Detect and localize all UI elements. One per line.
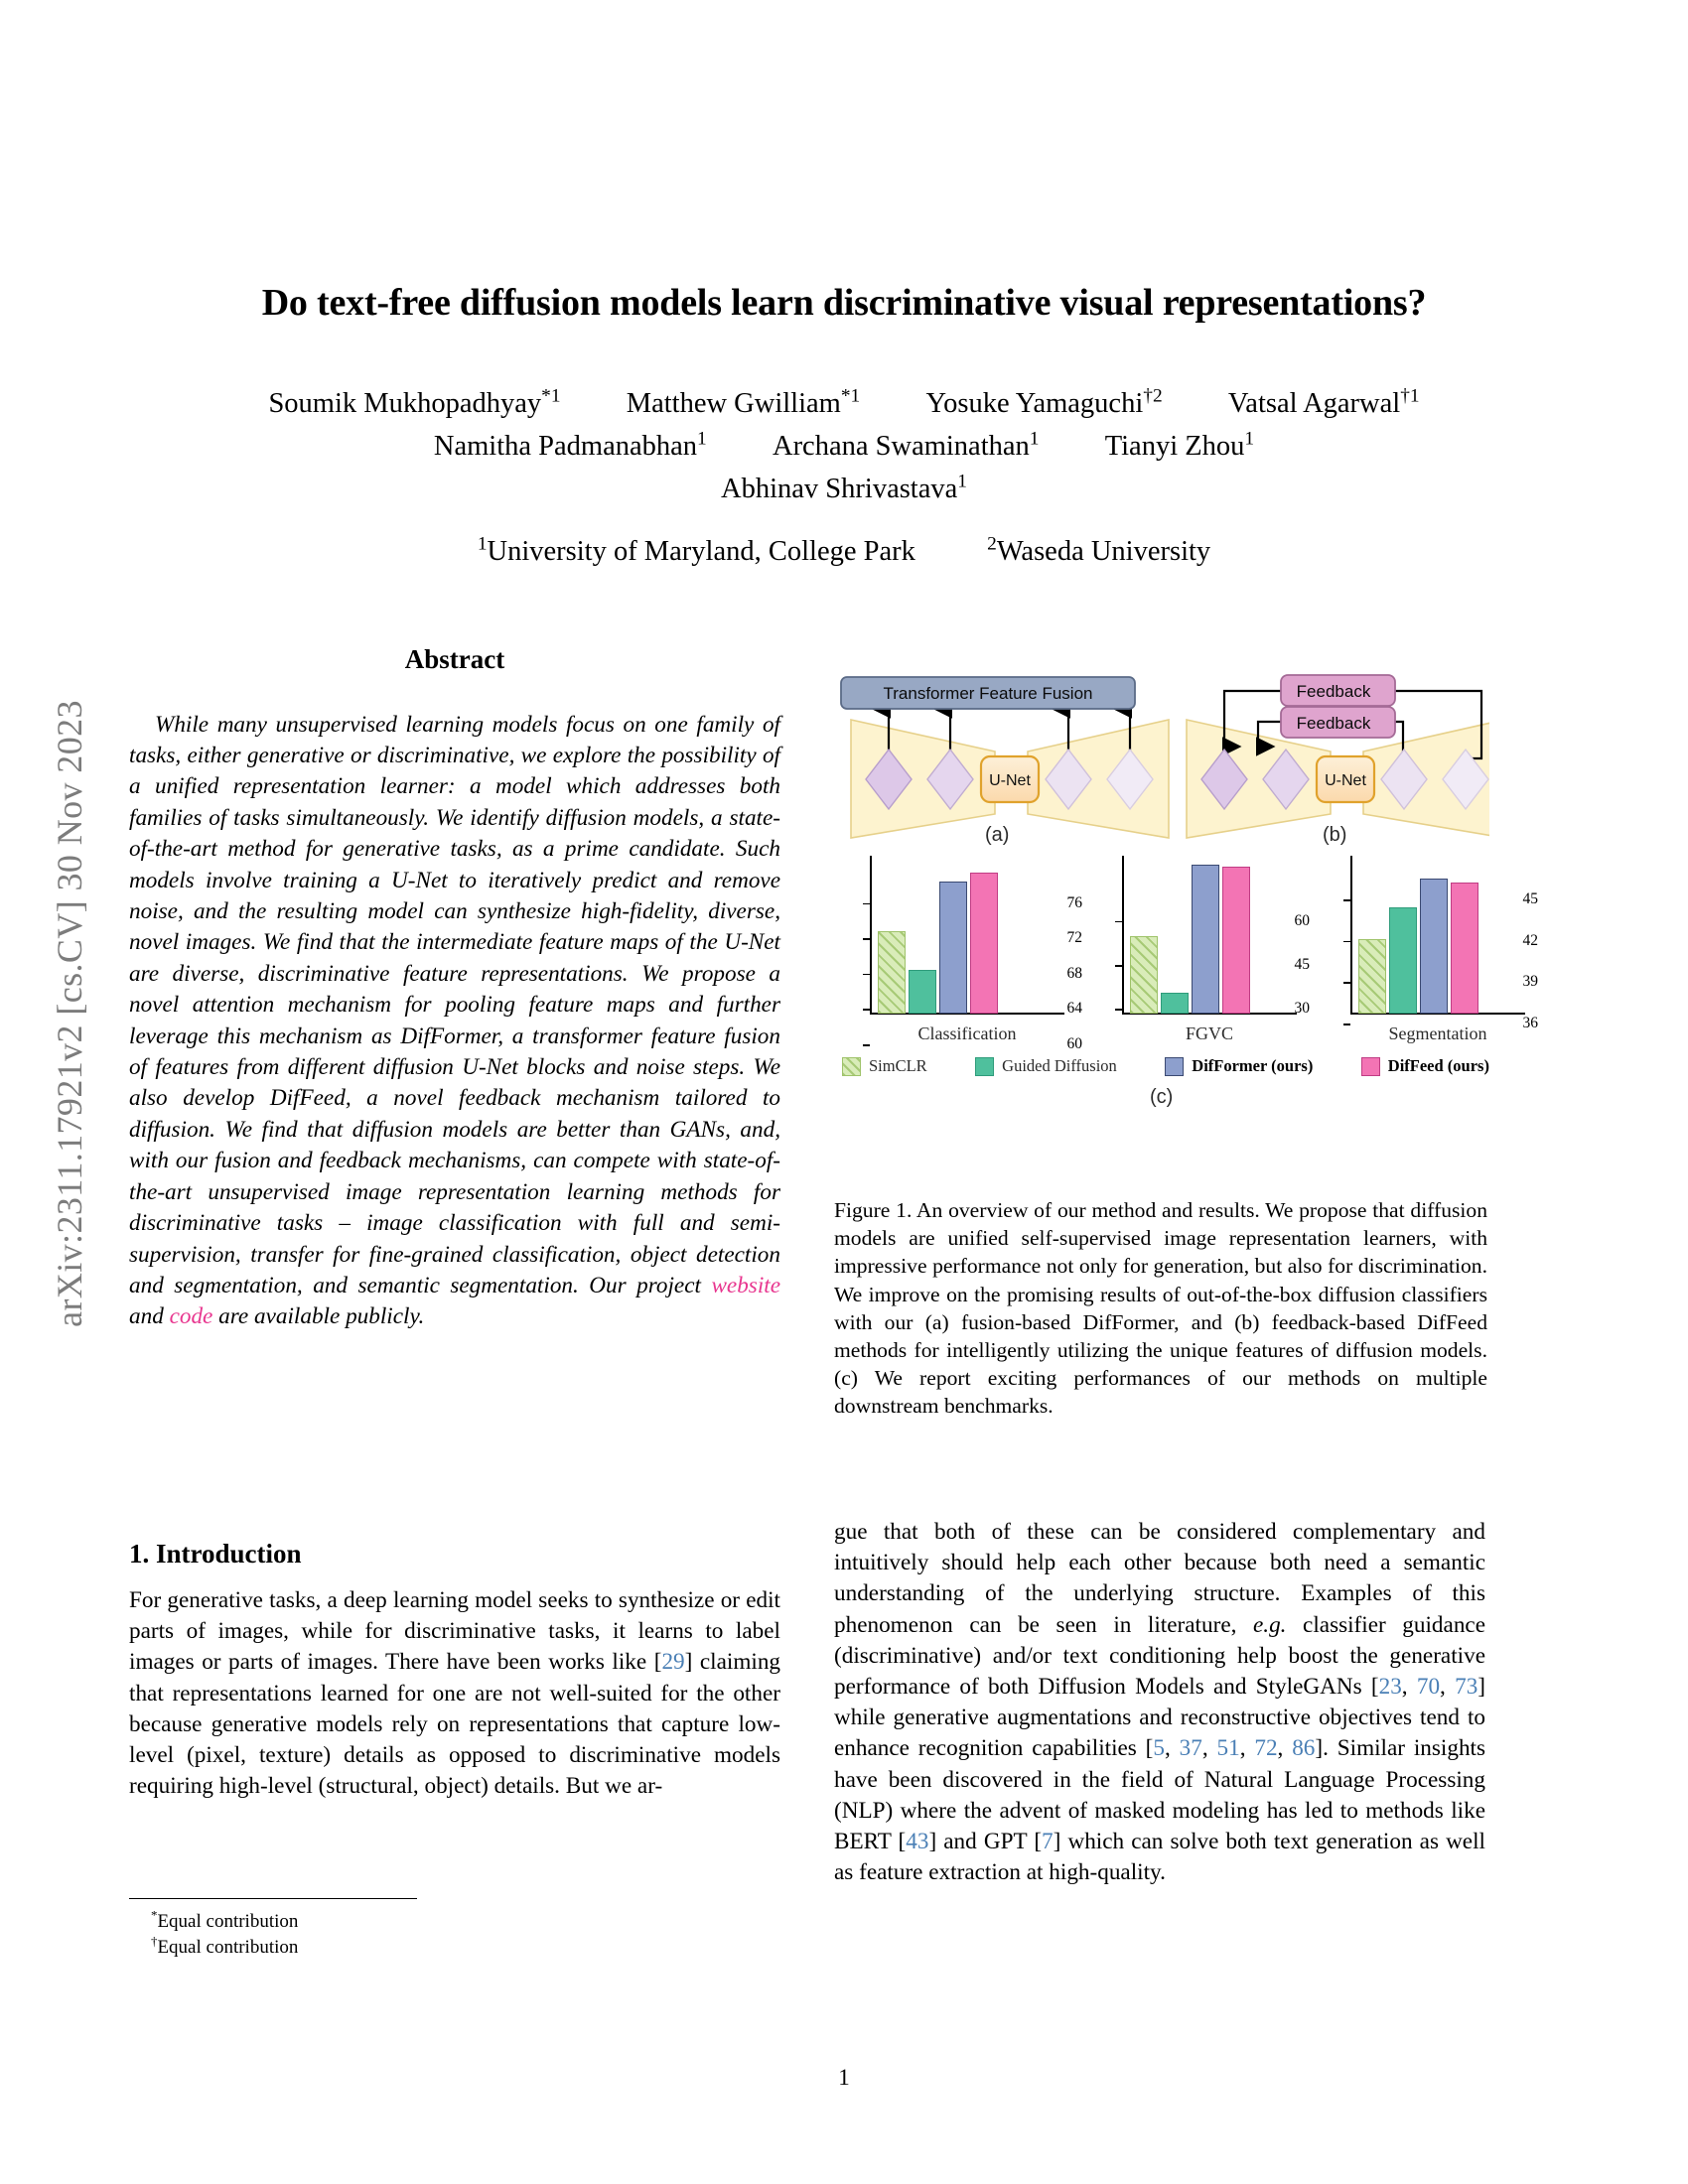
abstract-heading: Abstract xyxy=(404,644,505,674)
citation-ref[interactable]: 37 xyxy=(1179,1735,1202,1762)
panel-label: FGVC xyxy=(1185,1024,1233,1043)
author xyxy=(627,382,860,425)
y-tick xyxy=(863,1009,870,1011)
citation-ref[interactable]: 5 xyxy=(1153,1735,1165,1762)
author xyxy=(925,382,1162,425)
abstract-body xyxy=(129,710,780,1333)
footnote-line-1 xyxy=(129,1909,526,1935)
author xyxy=(268,382,560,425)
legend-swatch-simclr xyxy=(842,1057,861,1076)
y-tick xyxy=(863,938,870,940)
legend-swatch-difformer xyxy=(1165,1057,1184,1076)
panel-label: Segmentation xyxy=(1388,1024,1487,1043)
bar-simclr xyxy=(1130,936,1158,1014)
footnote-marker: † xyxy=(151,1933,158,1949)
unet-label-a: U-Net xyxy=(989,772,1031,789)
figure-caption: Figure 1. An overview of our method and results. We propose that diffusion models are unified self-supervised image representation learners, with impressive performance not only for generation, but also for discrimination. We improve on the promising results of out-of-the-box diffusion classifiers with our (a) fusion-based DifFormer, and (b) feedback-based DifFeed methods for intelligently utilizing the unique features of diffusion models. (c) We report exciting performances of our methods on multiple downstream benchmarks. xyxy=(834,1198,1487,1419)
bar-difformer xyxy=(1192,865,1219,1014)
abstract-text-part1: While many unsupervised learning models focus on one family of tasks, either generative or discriminative, we explore the possibility of a unified representation learner: a model which addresses both families of tasks simultaneously. We identify diffusion models, a state-of-the-art method for generative tasks, as a prime candidate. Such models involve training a U-Net to iteratively predict and remove noise, and the resulting model can synthesize high-fidelity, diverse, novel images. We find that the intermediate feature maps of the U-Net are diverse, discriminative feature representations. We propose a novel attention mechanism for pooling feature maps and further leverage this mechanism as DifFormer, a transformer feature fusion of features from different diffusion U-Net blocks and noise steps. We also develop DifFeed, a novel feedback mechanism tailored to diffusion. We find that diffusion models are better than GANs, and, with our fusion and feedback mechanisms, can compete with state-of-the-art unsupervised image representation learning methods for discriminative tasks – image classification with full and semi-supervision, transfer for fine-grained classification, object detection and segmentation, and semantic segmentation. Our project xyxy=(129,711,780,1298)
author-name: Soumik Mukhopadhyay xyxy=(268,388,542,419)
abstract-text-mid: and xyxy=(129,1303,170,1330)
author-sup: †2 xyxy=(1143,385,1163,407)
chart-legend xyxy=(842,1056,1489,1076)
y-tick-label: 45 xyxy=(1522,889,1538,907)
citation-ref[interactable]: 29 xyxy=(661,1649,685,1676)
bar-difformer xyxy=(1420,879,1448,1014)
unet-label-b: U-Net xyxy=(1325,772,1366,789)
results-bar-chart xyxy=(834,856,1538,1108)
code-link[interactable]: code xyxy=(169,1303,213,1330)
y-tick-label: 68 xyxy=(1066,964,1082,982)
bar-group xyxy=(1130,855,1250,1014)
footnote-text: Equal contribution xyxy=(157,1937,299,1958)
author-name: Abhinav Shrivastava xyxy=(721,474,958,504)
diagram-a xyxy=(841,677,1169,838)
citation-ref[interactable]: 7 xyxy=(1042,1829,1054,1855)
page-number: 1 xyxy=(838,2065,850,2090)
rc-text-b: classifier guidance (discriminative) and/or text conditioning help boost the generative performance of both Diffusion Models and StyleGANs [ xyxy=(834,1611,1485,1701)
bar-diffeed xyxy=(1222,867,1250,1014)
website-link[interactable]: website xyxy=(711,1272,780,1298)
author-sup: 1 xyxy=(957,471,967,492)
author xyxy=(1228,382,1420,425)
author-sup: †1 xyxy=(1400,385,1420,407)
author xyxy=(1105,425,1254,468)
citation-ref[interactable]: 23 xyxy=(1378,1674,1402,1701)
rc-text-a: gue that both of these can be considered complementary and intuitively should help each other because both need a semantic understanding of the underlying structure. Examples of this phenomenon can be seen in literature, xyxy=(834,1519,1485,1638)
subcaption-b: (b) xyxy=(1323,824,1347,846)
subcaption-a: (a) xyxy=(985,824,1010,846)
y-axis xyxy=(1350,856,1352,1015)
arxiv-stamp: arXiv:2311.17921v2 [cs.CV] 30 Nov 2023 xyxy=(50,700,89,1327)
author-sup: 1 xyxy=(1029,428,1040,450)
affiliation-name: University of Maryland, College Park xyxy=(487,536,915,567)
author-name: Namitha Padmanabhan xyxy=(433,431,698,462)
legend-item-diffeed xyxy=(1361,1056,1489,1076)
y-tick-label: 36 xyxy=(1522,1015,1538,1032)
y-tick xyxy=(863,903,870,905)
citation-ref[interactable]: 70 xyxy=(1416,1674,1441,1701)
y-tick-label: 76 xyxy=(1066,893,1082,911)
y-tick xyxy=(1115,921,1122,923)
footnote-block xyxy=(129,1898,526,1961)
author-row-1 xyxy=(129,382,1559,425)
footnote-line-2 xyxy=(129,1935,526,1961)
y-tick xyxy=(863,974,870,976)
author-sup: *1 xyxy=(840,385,861,407)
affiliation-list xyxy=(129,533,1559,568)
y-tick xyxy=(1343,899,1350,901)
rc-text-f: ] which can solve both text generation as well as feature extraction at high-quality. xyxy=(834,1829,1485,1886)
introduction-section xyxy=(129,1539,780,1802)
y-tick xyxy=(1115,1009,1122,1011)
y-tick xyxy=(1343,982,1350,984)
y-tick-label: 64 xyxy=(1066,1000,1082,1018)
panel-label: Classification xyxy=(917,1024,1017,1043)
y-tick-label: 60 xyxy=(1066,1035,1082,1052)
citation-ref[interactable]: 51 xyxy=(1216,1735,1240,1762)
legend-label-guided-diffusion: Guided Diffusion xyxy=(1002,1056,1117,1075)
y-tick-label: 42 xyxy=(1522,931,1538,949)
author-name: Matthew Gwilliam xyxy=(626,388,841,419)
author xyxy=(434,425,707,468)
diagram-b xyxy=(1187,675,1489,838)
affiliation-name: Waseda University xyxy=(996,536,1211,567)
bar-guided xyxy=(1161,993,1189,1014)
rc-eg-italic: e.g. xyxy=(1252,1611,1287,1638)
y-tick xyxy=(1343,941,1350,943)
bar-difformer xyxy=(939,882,967,1014)
figure-diagrams xyxy=(834,645,1489,844)
legend-item-guided-diffusion xyxy=(975,1056,1117,1076)
legend-label-simclr: SimCLR xyxy=(869,1056,927,1075)
legend-item-difformer xyxy=(1165,1056,1313,1076)
chart-panel-segmentation xyxy=(1350,856,1549,1044)
page-title: Do text-free diffusion models learn discriminative visual representations? xyxy=(261,282,1427,324)
legend-item-simclr xyxy=(842,1056,927,1076)
y-tick-label: 60 xyxy=(1294,911,1310,929)
method-diagram-svg xyxy=(834,645,1489,844)
rc-text-e: ] and GPT [ xyxy=(928,1829,1043,1855)
y-tick xyxy=(863,1044,870,1046)
author-list xyxy=(129,382,1559,510)
citation-ref[interactable]: 43 xyxy=(906,1829,929,1855)
rc-text-d: ]. Similar insights have been discovered in the field of Natural Language Processing (NLP) where the advent of masked modeling has led to methods like BERT [ xyxy=(834,1735,1486,1855)
bar-guided xyxy=(1389,907,1417,1014)
transformer-fusion-label: Transformer Feature Fusion xyxy=(883,684,1093,703)
y-tick-label: 39 xyxy=(1522,973,1538,991)
author-name: Yosuke Yamaguchi xyxy=(925,388,1144,419)
abstract-text-part2: are available publicly. xyxy=(212,1303,425,1330)
introduction-heading: 1. Introduction xyxy=(129,1539,302,1569)
bar-simclr xyxy=(1358,939,1386,1014)
bar-group xyxy=(1358,855,1478,1014)
figure-1 xyxy=(834,645,1538,1201)
citation-ref[interactable]: 72 xyxy=(1254,1735,1278,1762)
footnote-rule xyxy=(129,1898,417,1899)
y-axis xyxy=(1122,856,1124,1015)
y-tick xyxy=(1115,965,1122,967)
affiliation-sup: 1 xyxy=(477,533,488,555)
author-name: Tianyi Zhou xyxy=(1104,431,1245,462)
footnote-text: Equal contribution xyxy=(157,1911,299,1932)
author-sup: *1 xyxy=(541,385,561,407)
subcaption-c: (c) xyxy=(1150,1086,1174,1108)
author-sup: 1 xyxy=(697,428,707,450)
y-tick-label: 45 xyxy=(1294,956,1310,973)
chart-panel-classification xyxy=(870,856,1093,1052)
bar-simclr xyxy=(878,931,906,1014)
feedback-label-bottom: Feedback xyxy=(1296,714,1371,733)
author-name: Vatsal Agarwal xyxy=(1227,388,1401,419)
footnote-marker: * xyxy=(151,1907,158,1923)
affiliation-sup: 2 xyxy=(987,533,997,555)
legend-label-difformer: DifFormer (ours) xyxy=(1192,1056,1314,1075)
y-tick-label: 30 xyxy=(1294,1000,1310,1018)
author-row-2 xyxy=(129,425,1559,468)
y-axis xyxy=(870,856,872,1015)
legend-swatch-diffeed xyxy=(1361,1057,1380,1076)
author xyxy=(721,468,967,510)
bar-guided xyxy=(909,970,936,1014)
legend-swatch-guided-diffusion xyxy=(975,1057,994,1076)
chart-panel-fgvc xyxy=(1122,856,1321,1044)
citation-ref[interactable]: 73 xyxy=(1455,1674,1478,1701)
y-tick xyxy=(1343,1024,1350,1025)
author-sup: 1 xyxy=(1244,428,1255,450)
author xyxy=(773,425,1039,468)
author-row-3 xyxy=(129,468,1559,510)
bar-diffeed xyxy=(970,873,998,1014)
bar-diffeed xyxy=(1451,883,1478,1014)
right-column-body: gue that both of these can be considered complementary and intuitively should help each other because both need a semantic understanding of the underlying structure. Examples of this phenomenon can be seen in literature, e.g. classifier guidance (discriminative) and/or text conditioning help boost the generative performance of both Diffusion Models and StyleGANs [23, 70, 73] while generative augmentations and reconstructive objectives tend to enhance recognition capabilities [5, 37, 51, 72, 86]. Similar insights have been discovered in the field of Natural Language Processing (NLP) where the advent of masked modeling has led to methods like BERT [43] and GPT [7] which can solve both text generation as well as feature extraction at high-quality. xyxy=(834,1519,1486,1886)
intro-text-b: ] claiming that representations learned for one are not well-suited for the other because generative models rely on representations that capture low-level (pixel, texture) details as opposed to discriminative models requiring high-level (structural, object) details. But we ar- xyxy=(129,1649,781,1800)
abstract-section xyxy=(129,645,780,1333)
feedback-label-top: Feedback xyxy=(1296,682,1371,701)
bar-group xyxy=(878,855,998,1014)
y-tick-label: 72 xyxy=(1066,929,1082,947)
legend-label-diffeed: DifFeed (ours) xyxy=(1387,1056,1489,1075)
introduction-body xyxy=(129,1585,780,1802)
citation-ref[interactable]: 86 xyxy=(1292,1735,1316,1762)
author-name: Archana Swaminathan xyxy=(772,431,1030,462)
intro-text-a: For generative tasks, a deep learning model seeks to synthesize or edit parts of images, while for discriminative tasks, it learns to label images or parts of images. There have been works like [ xyxy=(129,1587,780,1676)
rc-text-c: ] while generative augmentations and reconstructive objectives tend to enhance recognition capabilities [ xyxy=(834,1674,1486,1762)
